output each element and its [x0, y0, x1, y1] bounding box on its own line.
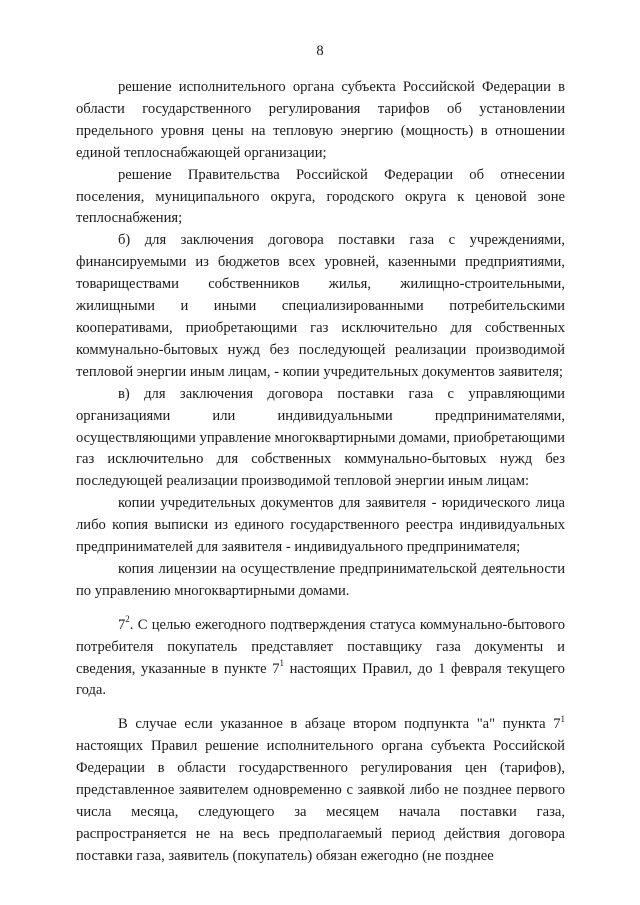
paragraph-item-v [76, 384, 565, 494]
paragraph-text: . С целью ежегодного подтверждения статуса коммунально-бытового потребителя покупатель представляет поставщику газа документы и сведения, указанные в пункте 7 [76, 616, 565, 677]
paragraph-text: В случае если указанное в абзаце втором подпункта "а" пункта 7 [118, 716, 561, 733]
paragraph-text: в) для заключения договора поставки газа с управляющими организациями или индивидуальными предпринимателями, осуществляющими управление многоквартирными домами, приобретающими газ исключительно для собственных коммунально-бытовых нужд без последующей реализации производимой тепловой энергии иным лицам: [76, 385, 565, 490]
paragraph-text: решение исполнительного органа субъекта Российской Федерации в области государственного регулирования тарифов об установлении предельного уровня цены на тепловую энергию (мощность) в отношении единой теплоснабжающей организации; [76, 79, 565, 161]
clause-number-superscript: 2 [125, 613, 130, 624]
paragraph-text-continued: настоящих Правил решение исполнительного органа субъекта Российской Федерации в области государственного регулирования цен (тарифов), представленное заявителем одновременно с заявкой либо не позднее первого числа месяца, следующего за месяцем начала поставки газа, распространяется не на весь предполагаемый период действия договора поставки газа, заявитель (покупатель) обязан ежегодно (не позднее [76, 738, 565, 864]
paragraph-constituent-documents [76, 493, 565, 559]
clause-number: 7 [118, 616, 126, 633]
page-number: 8 [316, 43, 324, 59]
paragraph-if-decision [76, 714, 565, 867]
paragraph-text: б) для заключения договора поставки газа с учреждениями, финансируемыми из бюджетов всех уровней, казенными предприятиями, товариществами собственников жилья, жилищно-строительными, жилищными и иными специализированными потребительскими кооперативами, приобретающими газ исключительно для собственных коммунально-бытовых нужд без последующей реализации производимой тепловой энергии иным лицам, - копии учредительных документов заявителя; [76, 232, 565, 380]
paragraph-decision-government [76, 165, 565, 231]
reference-superscript: 1 [560, 713, 565, 724]
paragraph-decision-executive-body [76, 77, 565, 165]
paragraph-item-b [76, 230, 565, 383]
paragraph-clause-7-2 [76, 615, 565, 703]
paragraph-text: копии учредительных документов для заявителя - юридического лица либо копия выписки из единого государственного реестра индивидуальных предпринимателей для заявителя - индивидуального предпринимателя; [76, 495, 565, 556]
document-body [76, 77, 565, 868]
paragraph-text: копия лицензии на осуществление предпринимательской деятельности по управлению многоквартирными домами. [76, 560, 565, 599]
paragraph-license-copy [76, 559, 565, 603]
paragraph-text-continued: настоящих Правил, до 1 февраля текущего года. [76, 660, 565, 699]
paragraph-text: решение Правительства Российской Федерации об отнесении поселения, муниципального округа, городского округа к ценовой зоне теплоснабжения; [76, 166, 565, 227]
reference-superscript: 1 [279, 657, 284, 668]
